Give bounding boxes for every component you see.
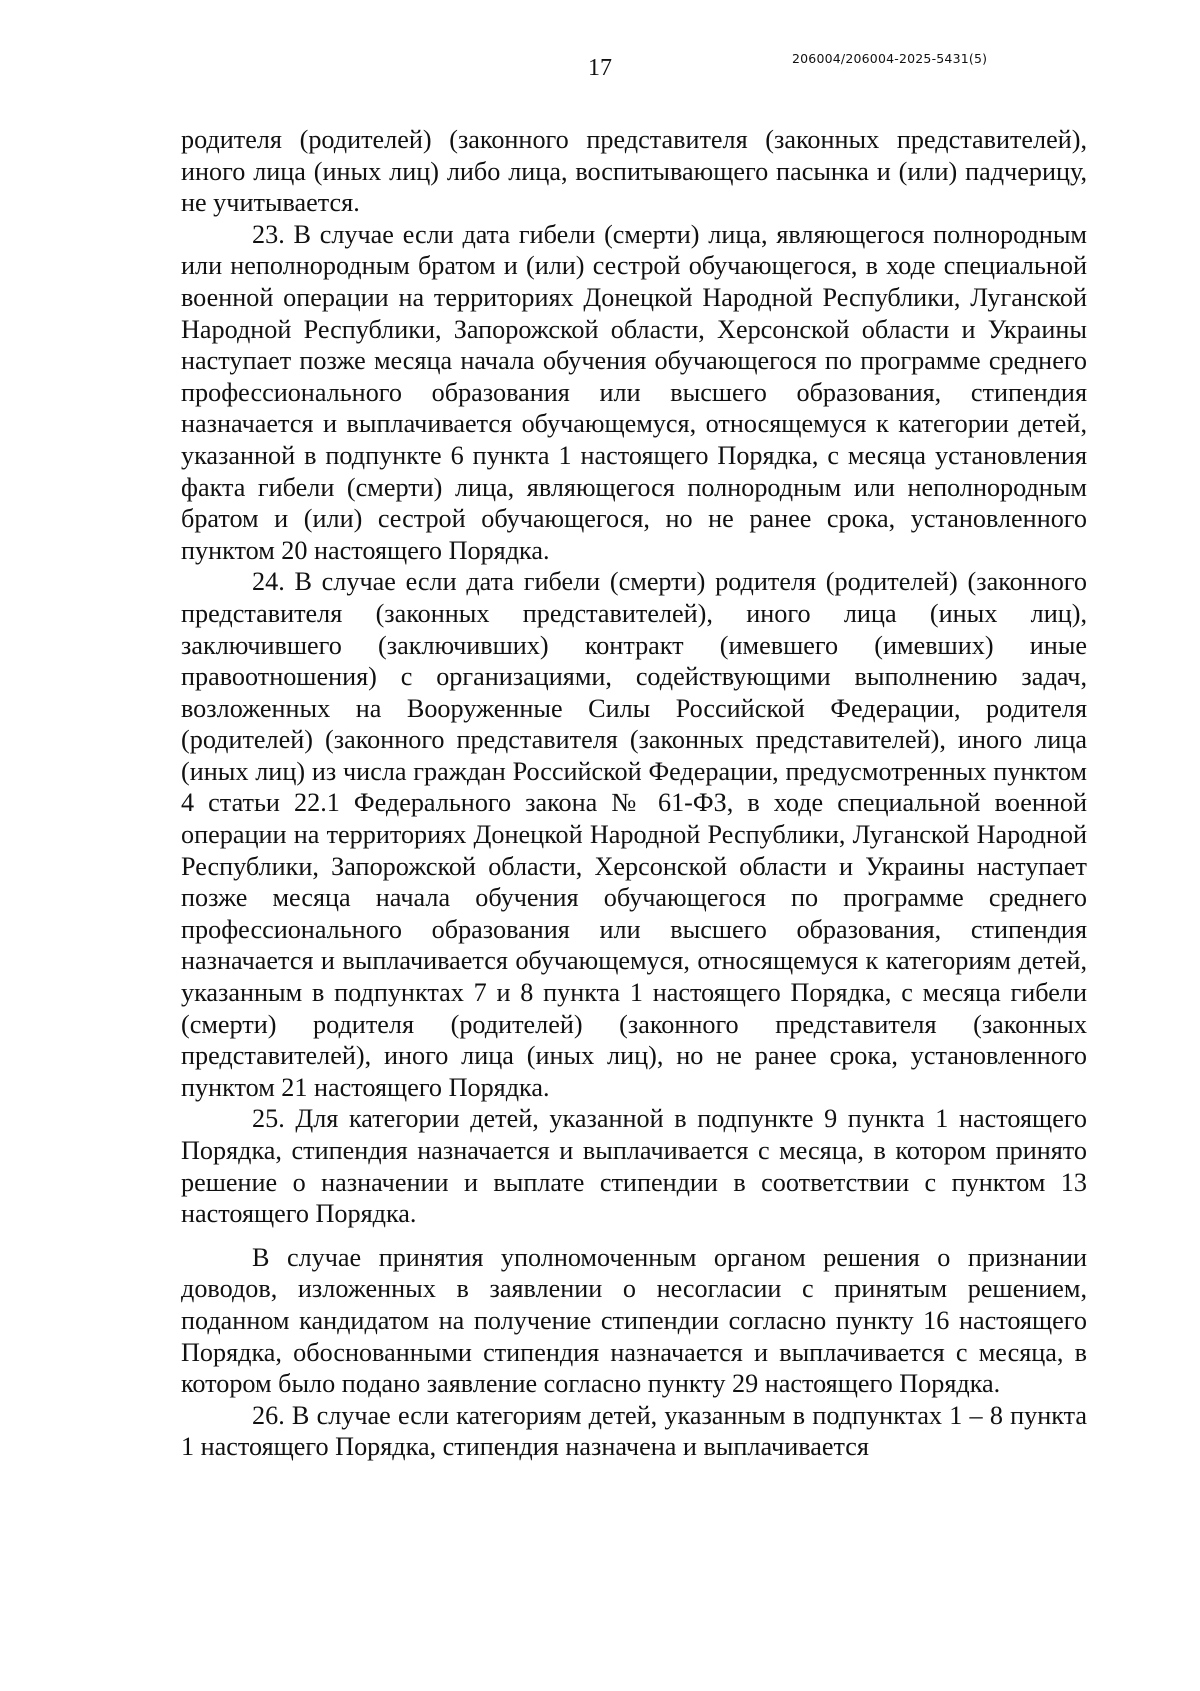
paragraph-25: 25. Для категории детей, указанной в подпункте 9 пункта 1 настоящего Порядка, стипендия назначается и выплачивается с месяца, в котором принято решение о назначении и выплате стипендии в соответствии с пунктом 13 настоящего Порядка. (181, 1104, 1087, 1229)
paragraph-23: 23. В случае если дата гибели (смерти) лица, являющегося полнородным или неполнородным братом и (или) сестрой обучающегося, в ходе специальной военной операции на территориях Донецкой Народной Республики, Луганской Народной Республики, Запорожской области, Херсонской области и Украины наступает позже месяца начала обучения обучающегося по программе среднего профессионального образования или высшего образования, стипендия назначается и выплачивается обучающемуся, относящемуся к категории детей, указанной в подпункте 6 пункта 1 настоящего Порядка, с месяца установления факта гибели (смерти) лица, являющегося полнородным или неполнородным братом и (или) сестрой обучающегося, но не ранее срока, установленного пунктом 20 настоящего Порядка. (181, 219, 1087, 565)
paragraph-continuation: родителя (родителей) (законного представителя (законных представителей), иного лица (иных лиц) либо лица, воспитывающего пасынка и (или) падчерицу, не учитывается. (181, 125, 1087, 218)
document-body (181, 124, 1087, 1463)
page-number: 17 (588, 55, 612, 81)
paragraph-24: 24. В случае если дата гибели (смерти) родителя (родителей) (законного представителя (законных представителей), иного лица (иных лиц), заключившего (заключивших) контракт (имевшего (имевших) иные правоотношения) с организациями, содействующими выполнению задач, возложенных на Вооруженные Силы Российской Федерации, родителя (родителей) (законного представителя (законных представителей), иного лица (иных лиц) из числа граждан Российской Федерации, предусмотренных пунктом 4 статьи 22.1 Федерального закона № 61-ФЗ, в ходе специальной военной операции на территориях Донецкой Народной Республики, Луганской Народной Республики, Запорожской области, Херсонской области и Украины наступает позже месяца начала обучения обучающегося по программе среднего профессионального образования или высшего образования, стипендия назначается и выплачивается обучающемуся, относящемуся к категориям детей, указанным в подпунктах 7 и 8 пункта 1 настоящего Порядка, с месяца гибели (смерти) родителя (родителей) (законного представителя (законных представителей), иного лица (иных лиц), но не ранее срока, установленного пунктом 21 настоящего Порядка. (181, 567, 1087, 1102)
document-id: 206004/206004-2025-5431(5) (792, 51, 988, 66)
paragraph-26: 26. В случае если категориям детей, указанным в подпунктах 1 – 8 пункта 1 настоящего Порядка, стипендия назначена и выплачивается (181, 1400, 1087, 1462)
paragraph-25-second: В случае принятия уполномоченным органом решения о признании доводов, изложенных в заявлении о несогласии с принятым решением, поданном кандидатом на получение стипендии согласно пункту 16 настоящего Порядка, обоснованными стипендия назначается и выплачивается с месяца, в котором было подано заявление согласно пункту 29 настоящего Порядка. (181, 1242, 1087, 1399)
